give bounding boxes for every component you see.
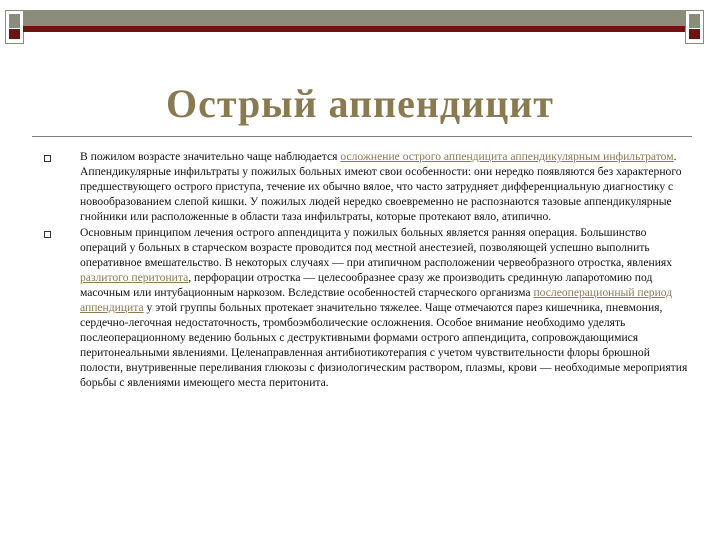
corner-square bbox=[689, 14, 700, 28]
hyperlink[interactable]: разлитого перитонита bbox=[80, 271, 189, 284]
header-red-stripe bbox=[23, 26, 700, 32]
hyperlink[interactable]: послеоперационный период аппендицита bbox=[80, 286, 673, 314]
bullet-text bbox=[80, 225, 692, 390]
header-band bbox=[23, 10, 700, 32]
corner-decoration-left bbox=[5, 10, 24, 44]
slide-content bbox=[30, 149, 692, 391]
square-bullet-icon bbox=[44, 231, 51, 238]
corner-square bbox=[9, 14, 20, 28]
bullet-item bbox=[30, 149, 692, 224]
text-run: . Аппендикулярные инфильтраты у пожилых больных имеют свои особенности: они нередко появляются без характерного предшествующего острого приступа, течение их обычно вялое, что часто затрудняет дифференциальную диагностику с новообразованием слепой кишки. У пожилых людей нередко своевременно не распознаются тазовые аппендикулярные гнойники или расположенные в области таза инфильтраты, которые протекают вяло, атипично. bbox=[80, 150, 682, 223]
text-run: у этой группы больных протекает значительно тяжелее. Чаще отмечаются парез кишечника, пневмония, сердечно-легочная недостаточность, тромбоэмболические осложнения. Особое внимание необходимо уделять послеоперационному ведению больных с деструктивными формами острого аппендицита, сопровождающимися перитонеальными явлениями. Целенаправленная антибиотикотерапия с учетом чувствительности флоры брюшной полости, внутривенные переливания глюкозы с физиологическим раствором, плазмы, крови — необходимые мероприятия борьбы с явлениями имеющего места перитонита. bbox=[80, 301, 688, 389]
text-run: , перфорации отростка — целесообразнее сразу же производить срединную лапаротомию под масочным или интубационным наркозом. Вследствие особенностей старческого организма bbox=[80, 271, 653, 299]
hyperlink[interactable]: осложнение острого аппендицита аппендикулярным инфильтратом bbox=[340, 150, 674, 163]
title-divider bbox=[32, 136, 692, 137]
corner-red-square bbox=[689, 29, 700, 39]
slide-title: Острый аппендицит bbox=[166, 81, 554, 126]
corner-decoration-right bbox=[685, 10, 704, 44]
text-run: В пожилом возрасте значительно чаще наблюдается bbox=[80, 150, 341, 163]
bullet-item bbox=[30, 225, 692, 390]
square-bullet-icon bbox=[44, 155, 51, 162]
bullet-text bbox=[80, 149, 692, 224]
text-run: Основным принципом лечения острого аппендицита у пожилых больных является ранняя операция. Большинство операций у больных в старческом возрасте проводится под местной анестезией, позволяющей успешно выполнить оперативное вмешательство. В некоторых случаях — при атипичном расположении червеобразного отростка, явлениях bbox=[80, 226, 673, 269]
corner-red-square bbox=[9, 29, 20, 39]
